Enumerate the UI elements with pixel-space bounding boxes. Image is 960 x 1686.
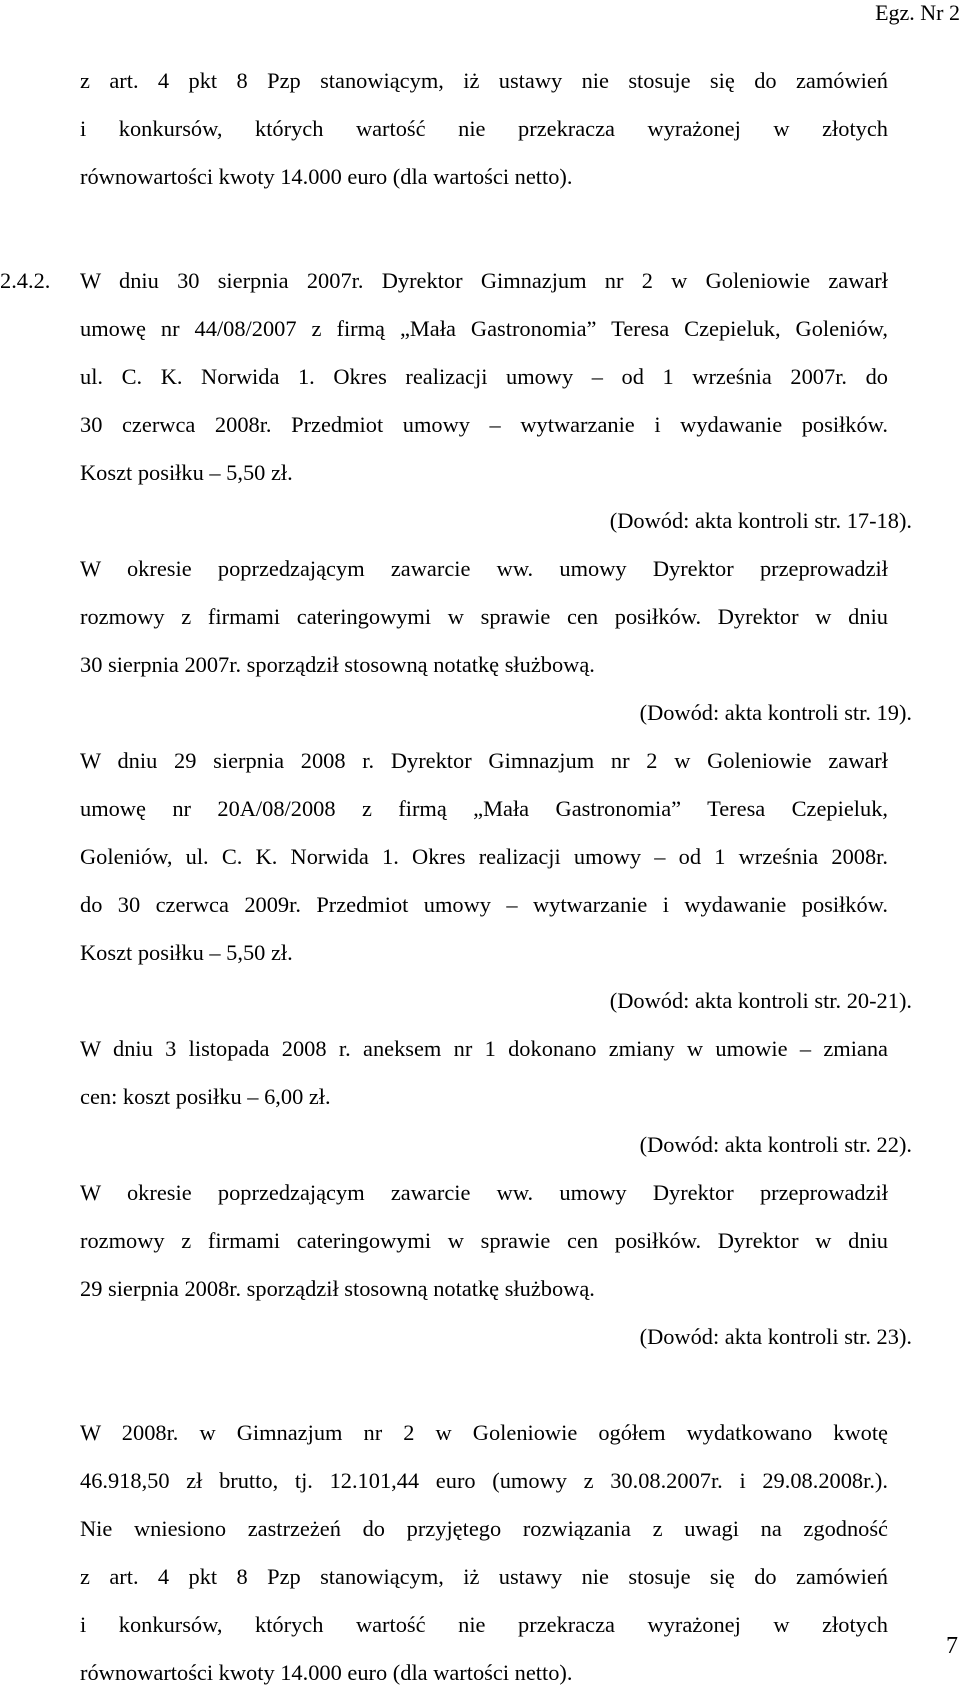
body-text-line: z art. 4 pkt 8 Pzp stanowiącym, iż ustawy nie stosuje się do zamówień [80,68,888,93]
body-text-line: Nie wniesiono zastrzeżeń do przyjętego rozwiązania z uwagi na zgodność [80,1516,888,1541]
evidence-reference: (Dowód: akta kontroli str. 19). [639,700,912,725]
body-text-line: W dniu 29 sierpnia 2008 r. Dyrektor Gimnazjum nr 2 w Goleniowie zawarł [80,748,888,773]
body-text-line: umowę nr 20A/08/2008 z firmą „Mała Gastronomia” Teresa Czepieluk, [80,796,888,821]
body-text-line: Goleniów, ul. C. K. Norwida 1. Okres realizacji umowy – od 1 września 2008r. [80,844,888,869]
body-text-line: W okresie poprzedzającym zawarcie ww. umowy Dyrektor przeprowadził [80,1180,888,1205]
body-text-line: W dniu 3 listopada 2008 r. aneksem nr 1 dokonano zmiany w umowie – zmiana [80,1036,888,1061]
body-text-line: 29 sierpnia 2008r. sporządził stosowną notatkę służbową. [80,1276,595,1301]
body-text-line: równowartości kwoty 14.000 euro (dla wartości netto). [80,1660,573,1685]
body-text-line: 30 czerwca 2008r. Przedmiot umowy – wytwarzanie i wydawanie posiłków. [80,412,888,437]
body-text-line: 46.918,50 zł brutto, tj. 12.101,44 euro (umowy z 30.08.2007r. i 29.08.2008r.). [80,1468,888,1493]
body-text-line: umowę nr 44/08/2007 z firmą „Mała Gastronomia” Teresa Czepieluk, Goleniów, [80,316,888,341]
copy-number-header: Egz. Nr 2 [875,0,960,25]
body-text-line: W dniu 30 sierpnia 2007r. Dyrektor Gimnazjum nr 2 w Goleniowie zawarł [80,268,888,293]
body-text-line: rozmowy z firmami cateringowymi w sprawie cen posiłków. Dyrektor w dniu [80,604,888,629]
evidence-reference: (Dowód: akta kontroli str. 20-21). [609,988,912,1013]
body-text-line: W okresie poprzedzającym zawarcie ww. umowy Dyrektor przeprowadził [80,556,888,581]
body-text-line: W 2008r. w Gimnazjum nr 2 w Goleniowie ogółem wydatkowano kwotę [80,1420,888,1445]
body-text-line: Koszt posiłku – 5,50 zł. [80,940,293,965]
body-text-line: cen: koszt posiłku – 6,00 zł. [80,1084,331,1109]
body-text-line: 30 sierpnia 2007r. sporządził stosowną notatkę służbową. [80,652,595,677]
body-text-line: Koszt posiłku – 5,50 zł. [80,460,293,485]
body-text-line: rozmowy z firmami cateringowymi w sprawie cen posiłków. Dyrektor w dniu [80,1228,888,1253]
body-text-line: i konkursów, których wartość nie przekracza wyrażonej w złotych [80,116,888,141]
section-number: 2.4.2. [0,268,51,293]
evidence-reference: (Dowód: akta kontroli str. 23). [639,1324,912,1349]
body-text-line: do 30 czerwca 2009r. Przedmiot umowy – wytwarzanie i wydawanie posiłków. [80,892,888,917]
evidence-reference: (Dowód: akta kontroli str. 17-18). [609,508,912,533]
body-text-line: równowartości kwoty 14.000 euro (dla wartości netto). [80,164,573,189]
body-text-line: i konkursów, których wartość nie przekracza wyrażonej w złotych [80,1612,888,1637]
body-text-line: z art. 4 pkt 8 Pzp stanowiącym, iż ustawy nie stosuje się do zamówień [80,1564,888,1589]
body-text-line: ul. C. K. Norwida 1. Okres realizacji umowy – od 1 września 2007r. do [80,364,888,389]
evidence-reference: (Dowód: akta kontroli str. 22). [639,1132,912,1157]
page-number: 7 [946,1633,958,1659]
